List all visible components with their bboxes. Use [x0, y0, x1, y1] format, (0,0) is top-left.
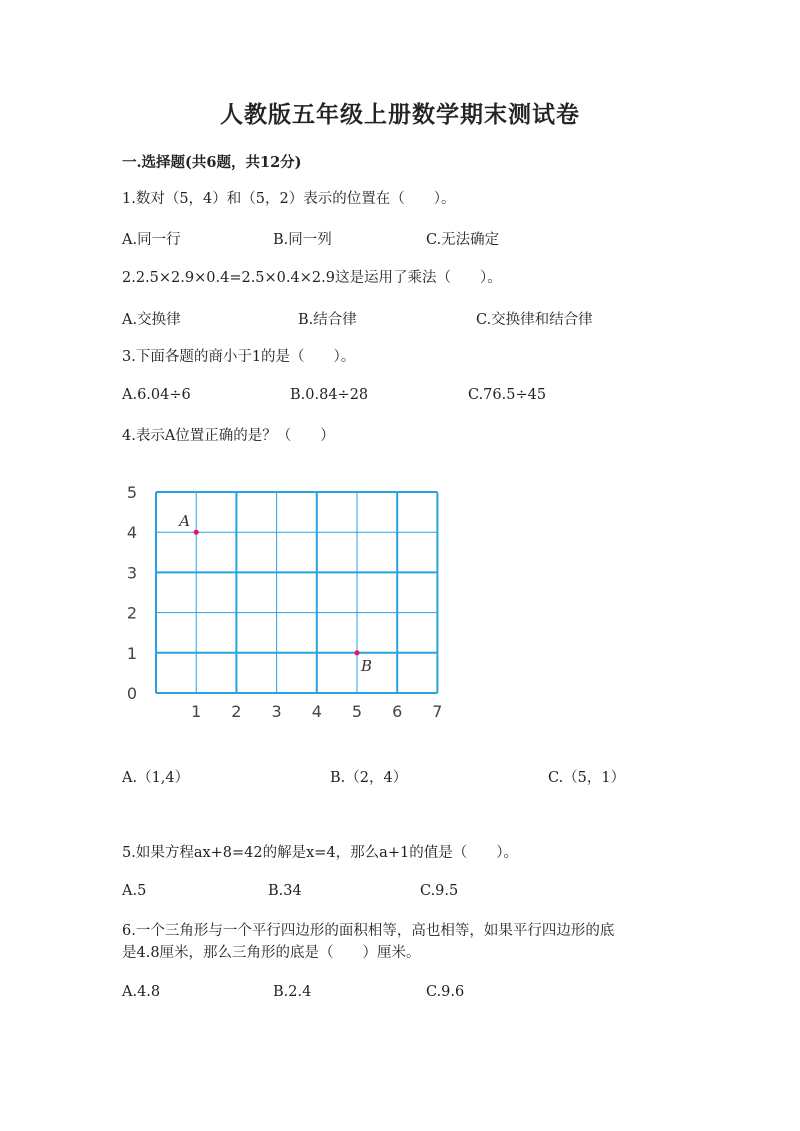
question-4-text: 4.表示A位置正确的是？（ ）: [122, 428, 335, 444]
question-1-text: 1.数对（5，4）和（5，2）表示的位置在（ ）。: [122, 191, 456, 207]
x-tick-label: 5: [351, 702, 363, 721]
question-5-option-a: A.5: [122, 883, 147, 899]
question-1-option-c: C.无法确定: [426, 232, 500, 248]
question-3-text: 3.下面各题的商小于1的是（ ）。: [122, 349, 356, 365]
coordinate-grid-figure: [120, 475, 460, 725]
y-tick-label: 2: [126, 603, 138, 623]
grid-lines: [156, 492, 437, 693]
question-6-option-b: B.2.4: [273, 984, 312, 1000]
y-tick-label: 0: [126, 684, 138, 703]
question-6-option-a: A.4.8: [122, 984, 161, 1000]
question-4-option-b: B.（2，4）: [330, 770, 408, 786]
question-6-option-c: C.9.6: [426, 984, 465, 1000]
y-tick-label: 1: [126, 643, 138, 663]
question-5-text: 5.如果方程ax+8=42的解是x=4，那么a+1的值是（ ）。: [122, 845, 518, 861]
point-a-label: A: [179, 512, 191, 531]
y-axis-ticks: [127, 483, 137, 703]
question-2-option-c: C.交换律和结合律: [476, 312, 593, 328]
x-tick-label: 2: [231, 702, 242, 721]
question-3-option-c: C.76.5÷45: [468, 387, 547, 403]
question-5-option-b: B.34: [268, 883, 302, 899]
grid-points: [177, 512, 372, 675]
x-tick-label: 1: [191, 702, 202, 721]
question-3-option-a: A.6.04÷6: [122, 387, 191, 403]
question-2-option-a: A.交换律: [122, 312, 181, 328]
x-tick-label: 7: [432, 702, 443, 721]
point-a-marker: [194, 530, 199, 535]
question-1-option-a: A.同一行: [122, 232, 181, 248]
question-4-option-c: C.（5，1）: [548, 770, 626, 786]
y-tick-label: 3: [126, 563, 138, 583]
x-tick-label: 4: [311, 702, 322, 721]
y-tick-label: 4: [126, 523, 138, 543]
question-6-text-line-1: 6.一个三角形与一个平行四边形的面积相等，高也相等，如果平行四边形的底: [122, 923, 615, 939]
y-tick-label: 5: [126, 483, 138, 502]
question-6-text-line-2: 是4.8厘米，那么三角形的底是（ ）厘米。: [122, 945, 421, 961]
question-5-option-c: C.9.5: [420, 883, 459, 899]
x-tick-label: 6: [392, 702, 403, 721]
question-3-option-b: B.0.84÷28: [290, 387, 369, 403]
question-1-option-b: B.同一列: [273, 232, 332, 248]
question-2-option-b: B.结合律: [298, 312, 357, 328]
question-4-option-a: A.（1,4）: [122, 770, 190, 786]
point-b-marker: [354, 650, 359, 655]
x-axis-ticks: [191, 702, 442, 721]
page-title: 人教版五年级上册数学期末测试卷: [220, 101, 580, 128]
section-heading: 一.选择题(共6题，共12分): [122, 154, 302, 171]
question-2-text: 2.2.5×2.9×0.4=2.5×0.4×2.9这是运用了乘法（ ）。: [122, 270, 502, 286]
x-tick-label: 3: [271, 702, 282, 721]
point-b-label: B: [361, 656, 373, 675]
